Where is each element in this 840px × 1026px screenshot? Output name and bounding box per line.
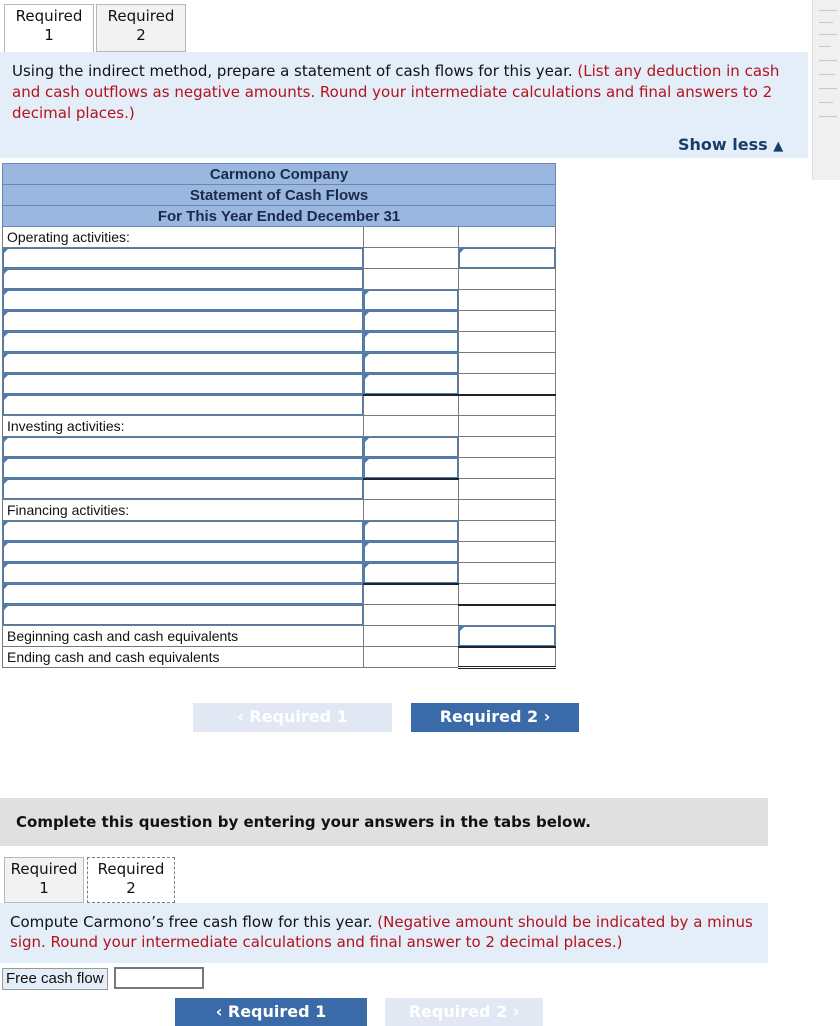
show-less-link[interactable] [678, 135, 783, 154]
financing-desc-input[interactable] [3, 521, 364, 542]
tab-label-line1: Required [10, 860, 78, 878]
banner-text: Complete this question by entering your answers in the tabs below. [16, 813, 591, 831]
table-row [3, 395, 556, 416]
investing-amount-input[interactable] [364, 437, 459, 458]
table-row [3, 374, 556, 395]
prev-required-1-button[interactable] [193, 703, 392, 732]
section-row-investing [3, 416, 556, 437]
operating-amount-input[interactable] [364, 332, 459, 353]
prev-label: Required 1 [249, 707, 348, 726]
investing-amount-input[interactable] [364, 458, 459, 479]
beginning-cash-label: Beginning cash and cash equivalents [3, 626, 364, 647]
triangle-up-icon: ▲ [773, 139, 784, 154]
instruction-note: (List any deduction in cash and cash outflows as negative amounts. Round your intermediate calculations and final answers to 2 decimal places.) [12, 62, 780, 122]
statement-title: Statement of Cash Flows [3, 185, 556, 206]
side-thumbnail [812, 0, 840, 180]
operating-desc-input[interactable] [3, 395, 364, 416]
next-required-2-button-2[interactable] [385, 998, 543, 1026]
financing-desc-input[interactable] [3, 542, 364, 563]
next-label: Required 2 [408, 1002, 508, 1021]
table-row [3, 584, 556, 605]
tab-label-line1: Required [107, 7, 175, 25]
table-row [3, 542, 556, 563]
operating-desc-input[interactable] [3, 248, 364, 269]
section-row-operating [3, 227, 556, 248]
chevron-right-icon: › [543, 707, 551, 726]
table-row [3, 332, 556, 353]
table-row [3, 353, 556, 374]
ending-cash-value [459, 647, 556, 668]
section-label-operating: Operating activities: [3, 227, 364, 248]
free-cash-flow-input[interactable] [114, 967, 204, 989]
beginning-cash-row [3, 626, 556, 647]
instruction-note-2: (Negative amount should be indicated by a minus sign. Round your intermediate calculations and final answer to 2 decimal places.) [10, 913, 753, 951]
prev-label: Required 1 [227, 1002, 327, 1021]
tab-required-1[interactable] [4, 4, 94, 52]
operating-desc-input[interactable] [3, 311, 364, 332]
company-name: Carmono Company [3, 164, 556, 185]
operating-desc-input[interactable] [3, 269, 364, 290]
next-required-2-button[interactable] [411, 703, 579, 732]
operating-amount-input[interactable] [364, 311, 459, 332]
financing-amount-input[interactable] [364, 542, 459, 563]
tab-label-line1: Required [97, 860, 165, 878]
table-row [3, 605, 556, 626]
section-row-financing [3, 500, 556, 521]
next-label: Required 2 [439, 707, 539, 726]
section-label-financing: Financing activities: [3, 500, 364, 521]
operating-desc-input[interactable] [3, 374, 364, 395]
beginning-cash-input[interactable] [459, 626, 556, 647]
free-cash-flow-label: Free cash flow [2, 968, 108, 990]
financing-amount-input[interactable] [364, 521, 459, 542]
table-row [3, 521, 556, 542]
tab-label-line2: 2 [136, 26, 146, 44]
operating-amount-input[interactable] [364, 353, 459, 374]
financing-desc-input[interactable] [3, 584, 364, 605]
instruction-text-2: Compute Carmono’s free cash flow for this year. [10, 913, 373, 931]
ending-cash-row [3, 647, 556, 668]
statement-period: For This Year Ended December 31 [3, 206, 556, 227]
chevron-right-icon: › [512, 1002, 520, 1021]
operating-desc-input[interactable] [3, 353, 364, 374]
table-row [3, 563, 556, 584]
complete-question-banner [0, 798, 768, 846]
chevron-left-icon: ‹ [215, 1002, 223, 1021]
investing-desc-input[interactable] [3, 437, 364, 458]
instruction-text: Using the indirect method, prepare a statement of cash flows for this year. [12, 62, 573, 80]
table-row [3, 248, 556, 269]
table-row [3, 290, 556, 311]
cash-flow-statement [2, 163, 556, 669]
tab-label-line1: Required [15, 7, 83, 25]
tab-label-line2: 1 [39, 879, 49, 897]
table-row [3, 311, 556, 332]
investing-desc-input[interactable] [3, 479, 364, 500]
operating-amount-input[interactable] [364, 374, 459, 395]
bottom-tab-required-2[interactable] [87, 857, 175, 903]
operating-desc-input[interactable] [3, 290, 364, 311]
operating-amount-input[interactable] [459, 248, 556, 269]
prev-required-1-button-2[interactable] [175, 998, 367, 1026]
instruction-box-2 [0, 903, 768, 963]
financing-desc-input[interactable] [3, 563, 364, 584]
table-row [3, 437, 556, 458]
section-label-investing: Investing activities: [3, 416, 364, 437]
show-less-label: Show less [678, 135, 768, 154]
table-row [3, 458, 556, 479]
ending-cash-label: Ending cash and cash equivalents [3, 647, 364, 668]
operating-amount-input[interactable] [364, 290, 459, 311]
chevron-left-icon: ‹ [237, 707, 244, 726]
tab-label-line2: 1 [44, 26, 54, 44]
operating-desc-input[interactable] [3, 332, 364, 353]
bottom-tab-required-1[interactable] [4, 857, 84, 903]
financing-desc-input[interactable] [3, 605, 364, 626]
financing-amount-input[interactable] [364, 563, 459, 584]
table-row [3, 479, 556, 500]
tab-required-2[interactable] [96, 4, 186, 52]
table-row [3, 269, 556, 290]
investing-desc-input[interactable] [3, 458, 364, 479]
tab-label-line2: 2 [126, 879, 136, 897]
